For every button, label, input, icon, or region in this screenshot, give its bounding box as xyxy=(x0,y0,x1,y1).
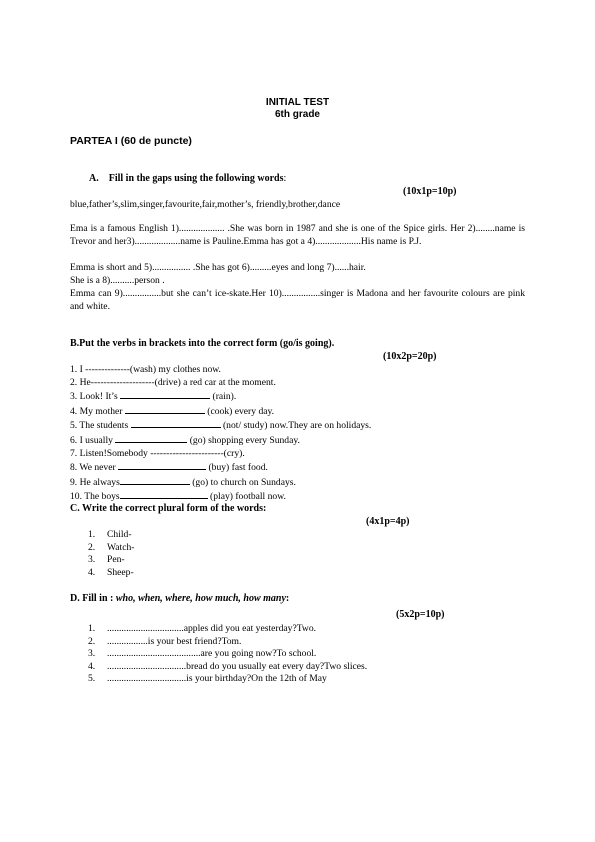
list-item: 8. We never (buy) fast food. xyxy=(70,462,268,474)
list-item: 3. Pen- xyxy=(88,554,125,566)
section-d-heading: D. Fill in : who, when, where, how much, how many: xyxy=(70,593,290,604)
gap-paragraph-2: Emma can 9)................but she can’t ice-skate.Her 10)................singer is Madona and her favourite colours are pink and white. xyxy=(70,288,525,312)
list-item: 2. Watch- xyxy=(88,541,135,553)
answer-blank[interactable] xyxy=(120,389,210,399)
section-b-heading: B.Put the verbs in brackets into the correct form (go/is going). xyxy=(70,338,335,349)
section-a-colon: : xyxy=(283,173,287,184)
section-a-instruction: Fill in the gaps using the following words xyxy=(108,173,284,184)
answer-blank[interactable] xyxy=(125,404,205,414)
list-item: 5. .................................is your birthday?On the 12th of May xyxy=(88,673,327,685)
list-item: 2. He--------------------(drive) a red car at the moment. xyxy=(70,376,276,388)
answer-blank[interactable] xyxy=(120,489,208,499)
answer-blank[interactable] xyxy=(115,433,187,443)
list-item: 1. Child- xyxy=(88,529,132,540)
list-item: 1. ................................apples did you eat yesterday?Two. xyxy=(88,623,317,634)
section-a-letter: A. xyxy=(89,173,99,184)
answer-blank[interactable] xyxy=(118,460,206,470)
list-item: 7. Listen!Somebody -----------------------(cry). xyxy=(70,447,245,459)
section-b-list xyxy=(70,364,525,504)
section-d-points: (5x2p=10p) xyxy=(396,609,445,620)
list-item: 6. I usually (go) shopping every Sunday. xyxy=(70,434,300,446)
list-item: 1. I --------------(wash) my clothes now. xyxy=(70,364,221,375)
section-a-heading xyxy=(89,173,286,186)
section-a-points: (10x1p=10p) xyxy=(403,186,457,197)
list-item: 2. .................is your best friend?Tom. xyxy=(88,635,242,647)
list-item: 9. He always (go) to church on Sundays. xyxy=(70,476,296,488)
list-item: 4. .................................bread do you usually eat every day?Two slices. xyxy=(88,660,368,672)
word-bank: blue,father’s,slim,singer,favourite,fair,mother’s, friendly,brother,dance xyxy=(70,199,341,210)
section-c-points: (4x1p=4p) xyxy=(366,516,410,527)
answer-blank[interactable] xyxy=(131,418,221,428)
question-words: who, when, where, how much, how many xyxy=(115,593,286,604)
section-c-list xyxy=(88,529,134,579)
gap-paragraph-1: Ema is a famous English 1)................... .She was born in 1987 and she is one of the Spice girls. Her 2)........name is Trevor and her3)...................name is Pauline.Emma has got a 4)...................His name is P.J. xyxy=(70,223,525,247)
list-item: 4. My mother (cook) every day. xyxy=(70,405,275,417)
section-d-list xyxy=(88,623,367,686)
list-item: 4. Sheep- xyxy=(88,566,134,578)
answer-blank[interactable] xyxy=(120,475,190,485)
list-item: 10. The boys (play) football now. xyxy=(70,491,286,503)
list-item: 3. Look! It’s (rain). xyxy=(70,391,237,403)
list-item: 5. The students (not/ study) now.They are on holidays. xyxy=(70,420,372,432)
section-b-points: (10x2p=20p) xyxy=(383,351,437,362)
gap-line-3: Emma is short and 5)................ .She has got 6).........eyes and long 7)......hair. xyxy=(70,262,366,273)
gap-line-4: She is a 8)..........person . xyxy=(70,275,165,286)
part-title: PARTEA I (60 de puncte) xyxy=(70,135,192,147)
grade-subtitle: 6th grade xyxy=(274,109,320,120)
section-c-heading: C. Write the correct plural form of the words: xyxy=(70,503,267,514)
test-title: INITIAL TEST xyxy=(265,97,330,108)
list-item: 3. .......................................are you going now?To school. xyxy=(88,648,317,660)
